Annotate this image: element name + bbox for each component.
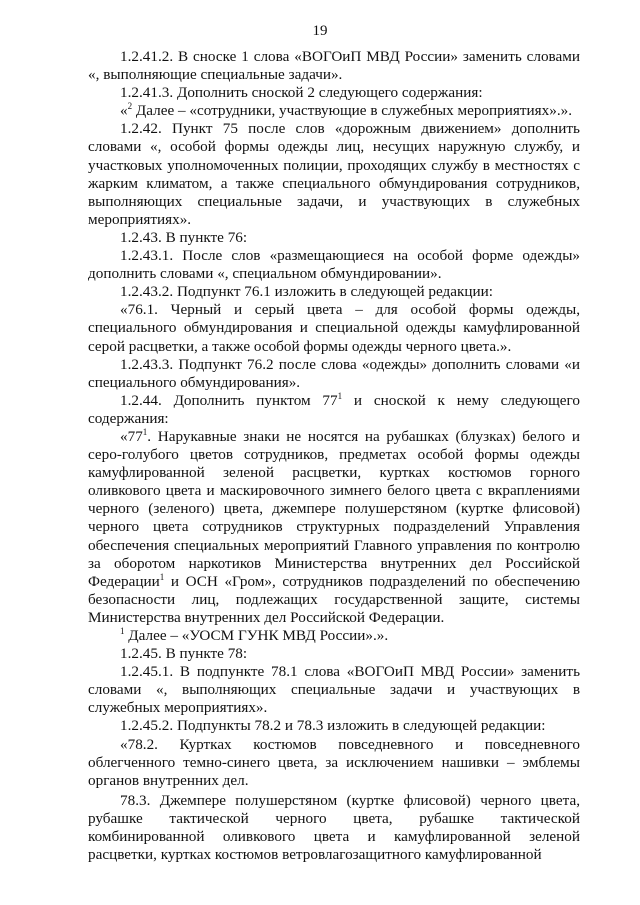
paragraph-1-2-42: 1.2.42. Пункт 75 после слов «дорожным движением» дополнить словами «, особой формы одежды лиц, несущих наружную службу, и участковых уполномоченных полиции, проходящих службу в местностях с жарким климатом, а также специального обмундирования сотрудников, выполняющих специальные задачи, и участвующих в служебных мероприятиях». bbox=[88, 120, 580, 228]
paragraph-1-2-41-3: 1.2.41.3. Дополнить сноской 2 следующего содержания: bbox=[120, 84, 483, 102]
footnote-1-text: $^1$ Далее – «УОСМ ГУНК МВД России».». bbox=[120, 626, 389, 644]
quoted-footnote-2: «$^2$ Далее – «сотрудники, участвующие в служебных мероприятиях».». bbox=[120, 101, 573, 120]
paragraph-1-2-45-1: 1.2.45.1. В подпункте 78.1 слова «ВОГОиП МВД России» заменить словами «, выполняющих специальные задачи и участвующих в служебных мероприятиях». bbox=[88, 663, 580, 717]
page-number: 19 bbox=[312, 23, 328, 39]
document-body bbox=[88, 48, 580, 864]
footnote-marker: 1 bbox=[159, 571, 165, 582]
paragraph-1-2-43-3: 1.2.43.3. Подпункт 76.2 после слова «одежды» дополнить словами «и специального обмундирования». bbox=[88, 355, 580, 391]
paragraph-1-2-43-2: 1.2.43.2. Подпункт 76.1 изложить в следующей редакции: bbox=[120, 283, 493, 301]
footnote-marker: 1 bbox=[337, 390, 343, 401]
quoted-item-78-2: «78.2. Куртках костюмов повседневного и повседневного облегченного темно-синего цвета, за исключением нашивки – эмблемы органов внутренних дел. bbox=[88, 735, 580, 789]
paragraph-1-2-43-1: 1.2.43.1. После слов «размещающиеся на особой форме одежды» дополнить словами «, специальном обмундировании». bbox=[88, 247, 580, 283]
paragraph-1-2-45: 1.2.45. В пункте 78: bbox=[120, 645, 248, 663]
footnote-marker: 2 bbox=[127, 101, 133, 112]
footnote-marker: 1 bbox=[142, 426, 148, 437]
quoted-item-77-1: «$77^1$. Нарукавные знаки не носятся на рубашках (блузках) белого и серо-голубого цветов сотрудников, предметах особой формы одежды камуфлированной зеленой расцветки, куртках костюмов горного оливкового цвета и маскировочного зимнего белого цвета с вкраплениями черного (зеленого) цвета, джемпере полушерстяном (куртке флисовой) черного цвета сотрудников структурных подразделений Управления обеспечения специальных мероприятий Главного управления по контролю за оборотом наркотиков Министерства внутренних дел Российской Федерации$^1$ и ОСН «Гром», сотрудников подразделений по обеспечению безопасности лиц, подлежащих государственной защите, системы Министерства внутренних дел Российской Федерации. bbox=[88, 426, 580, 626]
footnote-marker: 1 bbox=[120, 626, 125, 636]
quoted-item-78-3: 78.3. Джемпере полушерстяном (куртке флисовой) черного цвета, рубашке тактической черного цвета, рубашке тактической комбинированной оливкового цвета и камуфлированной зеленой расцветки, куртках костюмов ветровлагозащитного камуфлированной bbox=[88, 791, 580, 864]
paragraph-1-2-41-2: 1.2.41.2. В сноске 1 слова «ВОГОиП МВД России» заменить словами «, выполняющие специальные задачи». bbox=[88, 48, 580, 84]
paragraph-1-2-45-2: 1.2.45.2. Подпункты 78.2 и 78.3 изложить в следующей редакции: bbox=[120, 717, 546, 735]
paragraph-1-2-43: 1.2.43. В пункте 76: bbox=[120, 228, 248, 246]
quoted-item-76-1: «76.1. Черный и серый цвета – для особой формы одежды, специального обмундирования и специальной одежды камуфлированной серой расцветки, а также особой формы одежды черного цвета.». bbox=[88, 301, 580, 355]
paragraph-1-2-44: 1.2.44. Дополнить пунктом $77^1$ и сноской к нему следующего содержания: bbox=[88, 390, 580, 427]
